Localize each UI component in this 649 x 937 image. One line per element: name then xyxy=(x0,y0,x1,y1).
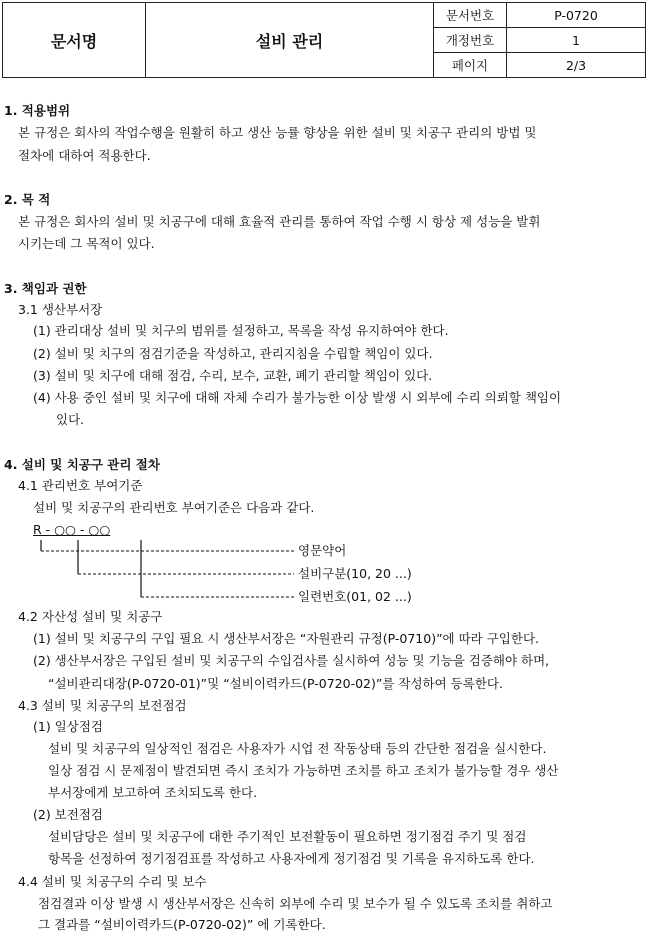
code-label-abbrev: 영문약어 xyxy=(298,543,347,558)
doc-label-cell: 문서명 xyxy=(3,3,146,78)
code-label-category: 설비구분(10, 20 ...) xyxy=(298,566,412,581)
doc-title-cell: 설비 관리 xyxy=(146,3,434,78)
section-3-item-3: (3) 설비 및 치구에 대해 점검, 수리, 보수, 교환, 폐기 관리할 책임이 있다. xyxy=(33,368,433,383)
section-4-4-text-1: 점검결과 이상 발생 시 생산부서장은 신속히 외부에 수리 및 보수가 될 수 있도록 조치를 취하고 xyxy=(38,896,553,911)
section-4-1-text: 설비 및 치공구의 관리번호 부여기준은 다음과 같다. xyxy=(33,500,315,515)
section-4-2-heading: 4.2 자산성 설비 및 치공구 xyxy=(18,609,163,624)
page-label: 페이지 xyxy=(434,53,507,78)
revision-label: 개정번호 xyxy=(434,28,507,53)
section-4-3-item-2: (2) 보전점검 xyxy=(33,807,103,822)
section-2-text-2: 시키는데 그 목적이 있다. xyxy=(18,236,155,251)
section-4-4-heading: 4.4 설비 및 치공구의 수리 및 보수 xyxy=(18,874,207,889)
code-label-serial: 일련번호(01, 02 ...) xyxy=(298,589,412,604)
section-4-2-item-2a: (2) 생산부서장은 구입된 설비 및 치공구의 수입검사를 실시하여 성능 및 기능을 검증해야 하며, xyxy=(33,653,550,668)
code-format: R - ○○ - ○○ xyxy=(33,522,111,537)
section-3-item-2: (2) 설비 및 치구의 점검기준을 작성하고, 관리지침을 수립할 책임이 있다. xyxy=(33,346,433,361)
section-4-3-item-2-text-1: 설비담당은 설비 및 치공구에 대한 주기적인 보전활동이 필요하면 정기점검 주기 및 점검 xyxy=(48,829,527,844)
section-4-4-text-2: 그 결과를 “설비이력카드(P-0720-02)” 에 기록한다. xyxy=(38,917,326,932)
section-1-text-2: 절차에 대하여 적용한다. xyxy=(18,148,151,163)
section-4-2-item-1: (1) 설비 및 치공구의 구입 필요 시 생산부서장은 “자원관리 규정(P-0710)”에 따라 구입한다. xyxy=(33,631,540,646)
section-4-heading: 4. 설비 및 치공구 관리 절차 xyxy=(4,457,160,472)
section-3-item-4b: 있다. xyxy=(56,412,85,427)
section-4-3-item-1-text-1: 설비 및 치공구의 일상적인 점검은 사용자가 시업 전 작동상태 등의 간단한 점검을 실시한다. xyxy=(48,741,547,756)
section-4-1-heading: 4.1 관리번호 부여기준 xyxy=(18,478,143,493)
section-4-3-item-1-text-2: 일상 점검 시 문제점이 발견되면 즉시 조치가 가능하면 조치를 하고 조치가 불가능할 경우 생산 xyxy=(48,763,559,778)
doc-number-value: P-0720 xyxy=(507,3,646,28)
section-4-3-heading: 4.3 설비 및 치공구의 보전점검 xyxy=(18,698,187,713)
section-3-item-4a: (4) 사용 중인 설비 및 치구에 대해 자체 수리가 불가능한 이상 발생 시 외부에 수리 의뢰할 책임이 xyxy=(33,390,562,405)
section-4-3-item-1-text-3: 부서장에게 보고하여 조치되도록 한다. xyxy=(48,785,258,800)
section-3-1-heading: 3.1 생산부서장 xyxy=(18,302,103,317)
section-3-item-1: (1) 관리대상 설비 및 치구의 범위를 설정하고, 목록을 작성 유지하여야 한다. xyxy=(33,323,449,338)
section-1-heading: 1. 적용범위 xyxy=(4,103,71,118)
section-4-3-item-2-text-2: 항목을 선정하여 정기점검표를 작성하고 사용자에게 정기점검 및 기록을 유지하도록 한다. xyxy=(48,851,535,866)
section-3-heading: 3. 책임과 권한 xyxy=(4,281,87,296)
section-4-3-item-1: (1) 일상점검 xyxy=(33,719,103,734)
section-4-2-item-2b: “설비관리대장(P-0720-01)”및 “설비이력카드(P-0720-02)”를 작성하여 등록한다. xyxy=(48,676,503,691)
section-2-text-1: 본 규정은 회사의 설비 및 치공구에 대해 효율적 관리를 통하여 작업 수행 시 항상 제 성능을 발휘 xyxy=(18,214,541,229)
page-value: 2/3 xyxy=(507,53,646,78)
section-2-heading: 2. 목 적 xyxy=(4,192,51,207)
doc-number-label: 문서번호 xyxy=(434,3,507,28)
section-1-text-1: 본 규정은 회사의 작업수행을 원활히 하고 생산 능률 향상을 위한 설비 및 치공구 관리의 방법 및 xyxy=(18,125,537,140)
revision-value: 1 xyxy=(507,28,646,53)
